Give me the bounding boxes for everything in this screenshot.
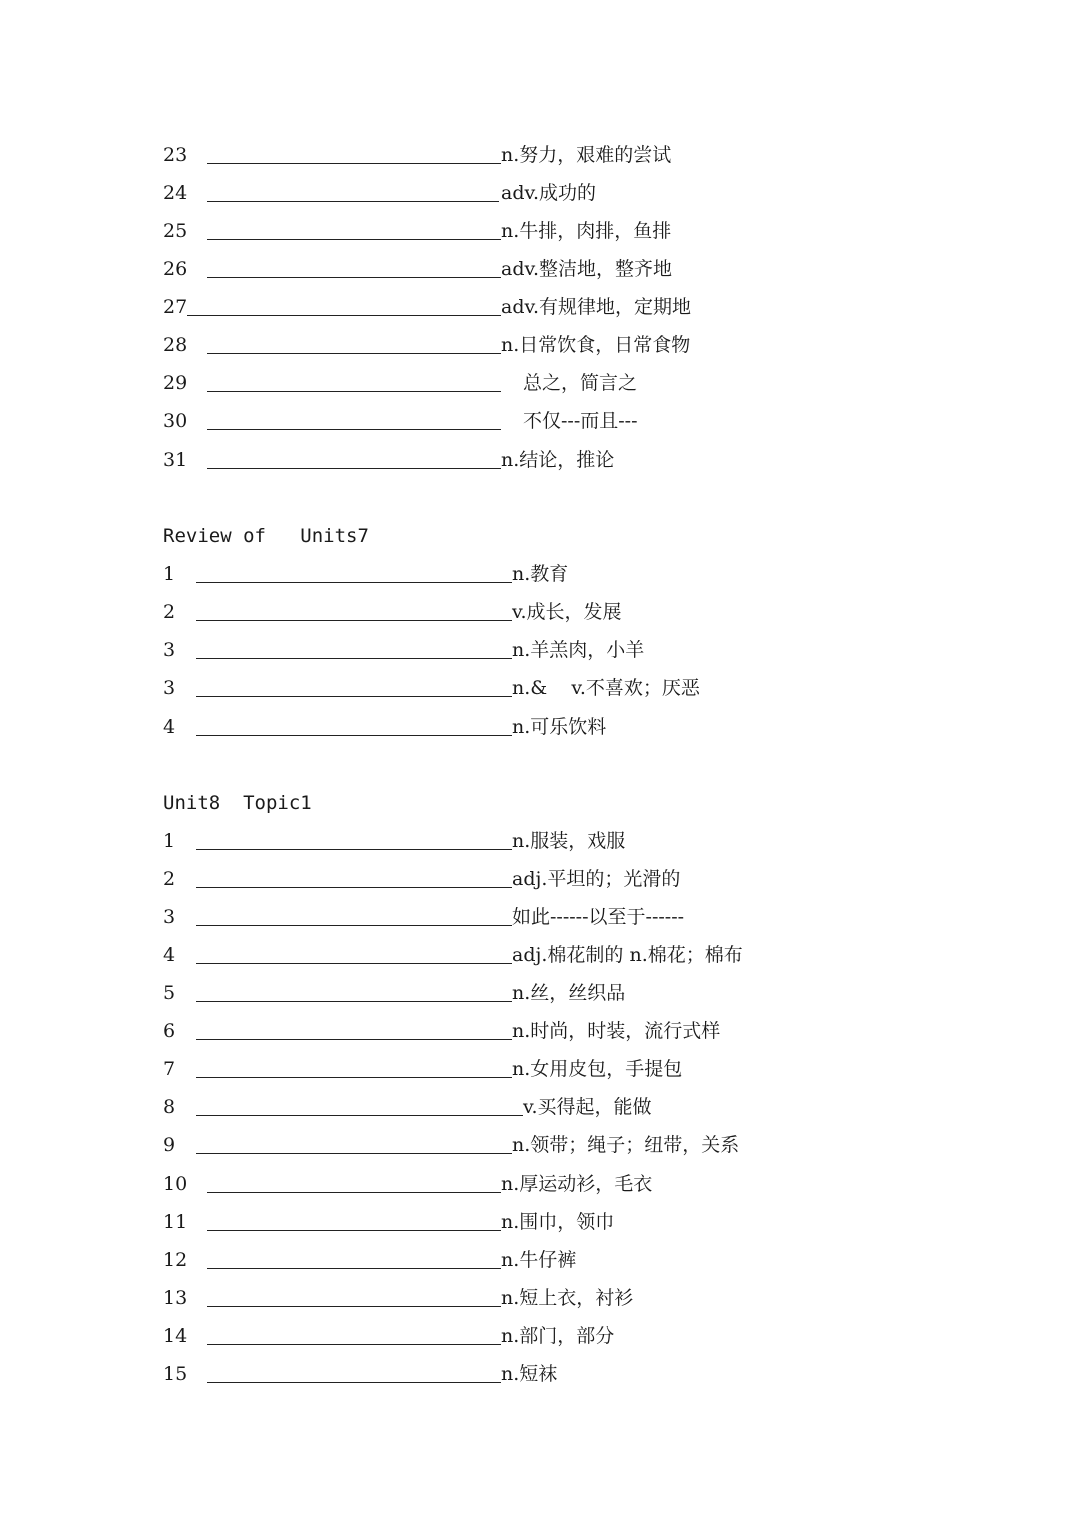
item-definition: v.成长，发展 xyxy=(512,601,622,623)
answer-blank[interactable] xyxy=(207,1230,501,1231)
item-definition: n.短上衣，衬衫 xyxy=(501,1287,634,1309)
item-definition: n.结论，推论 xyxy=(501,449,615,471)
answer-blank[interactable] xyxy=(196,1115,523,1116)
answer-blank[interactable] xyxy=(196,658,512,659)
item-definition: n.日常饮食，日常食物 xyxy=(501,334,691,356)
item-number: 13 xyxy=(163,1287,188,1309)
answer-blank[interactable] xyxy=(207,1344,501,1345)
item-definition: n.可乐饮料 xyxy=(512,716,607,738)
item-definition: n.厚运动衫，毛衣 xyxy=(501,1173,653,1195)
item-definition: 如此------以至于------ xyxy=(512,906,685,928)
item-definition: n.羊羔肉，小羊 xyxy=(512,639,645,661)
answer-blank[interactable] xyxy=(196,696,512,697)
answer-blank[interactable] xyxy=(207,429,501,430)
item-number: 15 xyxy=(163,1363,188,1385)
answer-blank[interactable] xyxy=(207,163,501,164)
item-number: 9 xyxy=(163,1134,176,1156)
answer-blank[interactable] xyxy=(207,1306,501,1307)
item-definition: 不仅---而且--- xyxy=(523,410,638,432)
item-number: 26 xyxy=(163,258,188,280)
item-number: 1 xyxy=(163,830,176,852)
item-definition: n.女用皮包，手提包 xyxy=(512,1058,683,1080)
answer-blank[interactable] xyxy=(207,391,501,392)
item-number: 8 xyxy=(163,1096,176,1118)
item-number: 14 xyxy=(163,1325,188,1347)
item-definition: 总之，简言之 xyxy=(523,372,638,394)
answer-blank[interactable] xyxy=(196,887,512,888)
item-number: 4 xyxy=(163,716,176,738)
item-definition: v.买得起，能做 xyxy=(523,1096,652,1118)
answer-blank[interactable] xyxy=(196,925,512,926)
item-number: 3 xyxy=(163,639,176,661)
item-definition: n.领带；绳子；纽带，关系 xyxy=(512,1134,740,1156)
item-definition: n.牛排，肉排，鱼排 xyxy=(501,220,672,242)
answer-blank[interactable] xyxy=(196,620,512,621)
item-definition: n.服装，戏服 xyxy=(512,830,626,852)
section-heading-unit8-topic1: Unit8 Topic1 xyxy=(163,792,312,814)
item-number: 2 xyxy=(163,601,176,623)
item-number: 3 xyxy=(163,906,176,928)
item-number: 25 xyxy=(163,220,188,242)
answer-blank[interactable] xyxy=(196,849,512,850)
answer-blank[interactable] xyxy=(196,1153,512,1154)
answer-blank[interactable] xyxy=(207,1192,501,1193)
section-heading-review-units7: Review of Units7 xyxy=(163,525,369,547)
item-definition: n.丝，丝织品 xyxy=(512,982,626,1004)
item-definition: n.短袜 xyxy=(501,1363,558,1385)
item-definition: adj.棉花制的 n.棉花；棉布 xyxy=(512,944,743,966)
item-definition: n.教育 xyxy=(512,563,569,585)
item-number: 3 xyxy=(163,677,176,699)
item-number: 31 xyxy=(163,449,188,471)
item-number: 2 xyxy=(163,868,176,890)
answer-blank[interactable] xyxy=(196,1039,512,1040)
item-definition: adj.平坦的；光滑的 xyxy=(512,868,681,890)
answer-blank[interactable] xyxy=(196,963,512,964)
answer-blank[interactable] xyxy=(207,239,501,240)
answer-blank[interactable] xyxy=(207,353,501,354)
item-definition: n.牛仔裤 xyxy=(501,1249,577,1271)
item-number: 28 xyxy=(163,334,188,356)
item-number: 4 xyxy=(163,944,176,966)
answer-blank[interactable] xyxy=(196,735,512,736)
answer-blank[interactable] xyxy=(196,582,512,583)
item-number: 10 xyxy=(163,1173,188,1195)
answer-blank[interactable] xyxy=(207,277,501,278)
item-number: 5 xyxy=(163,982,176,1004)
item-number: 23 xyxy=(163,144,188,166)
item-number: 6 xyxy=(163,1020,176,1042)
answer-blank[interactable] xyxy=(207,1382,501,1383)
item-definition: n.努力，艰难的尝试 xyxy=(501,144,672,166)
item-definition: n.部门，部分 xyxy=(501,1325,615,1347)
item-number: 7 xyxy=(163,1058,176,1080)
answer-blank[interactable] xyxy=(207,468,501,469)
item-number: 27 xyxy=(163,296,188,318)
item-definition: adv.成功的 xyxy=(501,182,597,204)
answer-blank[interactable] xyxy=(207,1268,501,1269)
item-number: 30 xyxy=(163,410,188,432)
item-definition: adv.有规律地，定期地 xyxy=(501,296,692,318)
item-number: 11 xyxy=(163,1211,188,1233)
item-definition: adv.整洁地，整齐地 xyxy=(501,258,673,280)
answer-blank[interactable] xyxy=(196,1001,512,1002)
item-number: 29 xyxy=(163,372,188,394)
item-number: 12 xyxy=(163,1249,188,1271)
item-number: 1 xyxy=(163,563,176,585)
answer-blank[interactable] xyxy=(187,315,501,316)
answer-blank[interactable] xyxy=(207,201,499,202)
answer-blank[interactable] xyxy=(196,1077,512,1078)
item-definition: n.围巾，领巾 xyxy=(501,1211,615,1233)
item-definition: n.& v.不喜欢；厌恶 xyxy=(512,677,700,699)
item-number: 24 xyxy=(163,182,188,204)
item-definition: n.时尚，时装，流行式样 xyxy=(512,1020,721,1042)
